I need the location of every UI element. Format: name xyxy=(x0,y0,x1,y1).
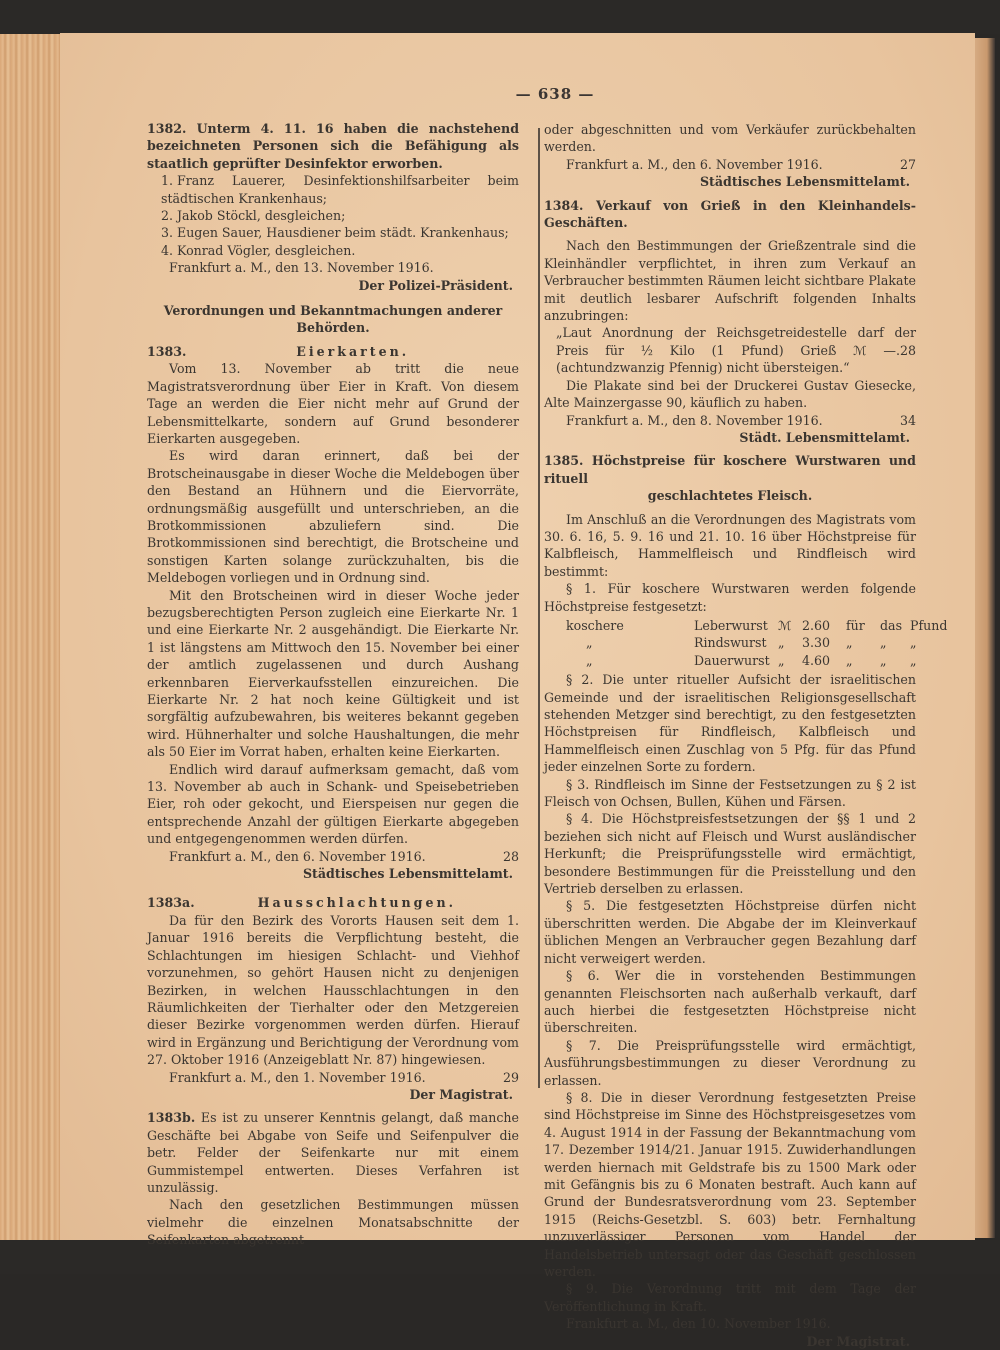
page-number: — 638 — xyxy=(515,85,595,103)
notice-number: 1383b. xyxy=(147,1110,196,1126)
signature: Der Magistrat. xyxy=(409,1086,513,1102)
book-page-edges xyxy=(0,34,62,1242)
price-value: 3.30 xyxy=(802,635,831,651)
price-table xyxy=(544,617,948,669)
paragraph-6: § 6. Wer die in vorstehenden Bestimmungen genannten Fleischsorten nach außerhalb verkauft, darf auch hierbei die festgesetzten Höchstpreise nicht überschreiten. xyxy=(544,968,916,1036)
paragraph-1: § 1. Für koschere Wurstwaren werden folgende Höchstpreise festgesetzt: xyxy=(544,581,916,614)
notice-title: Eierkarten. xyxy=(296,343,410,359)
section-heading: Verordnungen und Bekanntmachungen anderer Behörden. xyxy=(163,303,503,336)
notice-number: 1384. xyxy=(544,197,584,213)
date-line: Frankfurt a. M., den 8. November 1916. 34 xyxy=(566,412,916,428)
price-item: Rindswurst xyxy=(694,635,767,651)
reference-number: 27 xyxy=(899,156,916,172)
reference-number: 29 xyxy=(502,1069,519,1085)
notice-title: Hausschlachtungen. xyxy=(257,895,457,911)
reference-number: 28 xyxy=(502,848,519,864)
notice-1383a xyxy=(147,894,519,1103)
quoted-notice: „Laut Anordnung der Reichsgetreidestelle darf der Preis für ½ Kilo (1 Pfund) Grieß ℳ —.28 (achtundzwanzig Pfennig) nicht übersteigen.“ xyxy=(556,325,916,376)
price-item: Dauerwurst xyxy=(694,652,770,668)
notice-number: 1383. xyxy=(147,343,187,359)
price-row: „ Rindswurst „ 3.30 „ „ „ xyxy=(586,635,917,651)
signature: Der Polizei-Präsident. xyxy=(358,277,513,293)
notice-number: 1382. xyxy=(147,121,187,136)
paragraph-4: § 4. Die Höchstpreisfestsetzungen der §§ 1 und 2 beziehen sich nicht auf Fleisch und Wurst ausländischer Herkunft; die Preisprüfungsstelle wird ermächtigt, besondere Bestimmungen für die Preisstellung und den Vertrieb derselben zu erlassen. xyxy=(544,811,916,897)
notice-number: 1383a. xyxy=(147,895,195,911)
paragraph: Die Plakate sind bei der Druckerei Gustav Giesecke, Alte Mainzergasse 90, käuflich zu haben. xyxy=(544,377,916,411)
price-item: Leberwurst xyxy=(694,617,768,633)
date-line: Frankfurt a. M., den 10. November 1916. xyxy=(566,1316,831,1332)
paragraph: Nach den gesetzlichen Bestimmungen müssen vielmehr die einzelnen Monatsabschnitte der Seifenkarten abgetrennt xyxy=(147,1197,519,1248)
notice-1383b-continued xyxy=(544,121,916,191)
paragraph-3: § 3. Rindfleisch im Sinne der Festsetzungen zu § 2 ist Fleisch von Ochsen, Bullen, Kühen und Färsen. xyxy=(544,776,916,810)
notice-1382 xyxy=(147,120,519,294)
date-line: Frankfurt a. M., den 13. November 1916. xyxy=(169,260,434,276)
paragraph: Da für den Bezirk des Vororts Hausen seit dem 1. Januar 1916 bereits die Verpflichtung besteht, die Schlachtungen im hiesigen Schlacht- und Viehhof vorzunehmen, so gehört Hausen nicht zu denjenigen Bezirken, in welchen Hausschlachtungen in den Räumlichkeiten der Tierhalter oder den Metzgereien dieser Bezirke vorgenommen werden dürfen. Hierauf wird in Ergänzung und Berichtigung der Verordnung vom 27. Oktober 1916 (Anzeigeblatt Nr. 87) hingewiesen. xyxy=(147,912,519,1068)
paragraph: Mit den Brotscheinen wird in dieser Woche jeder bezugsberechtigten Person zugleich eine Eierkarte Nr. 1 und eine Eierkarte Nr. 2 ausgehändigt. Die Eierkarte Nr. 1 ist längstens am Mittwoch den 15. November bei einer der amtlich zugelassenen und durch Aushang erkennbaren Eierverkaufsstellen einzureichen. Die Eierkarte Nr. 2 hat noch keine Gültigkeit und ist sorgfältig aufzubewahren, bis weiteres bekannt gegeben wird. Hühnerhalter und solche Haushaltungen, die mehr als 50 Eier im Vorrat haben, erhalten keine Eierkarten. xyxy=(147,587,519,760)
left-column xyxy=(147,120,519,1249)
paragraph-2: § 2. Die unter ritueller Aufsicht der israelitischen Gemeinde und der israelitischen Religionsgesellschaft stehenden Metzger sind berechtigt, zu den festgesetzten Höchstpreisen für Rindfleisch, Kalbfleisch und Hammelfleisch einen Zuschlag von 5 Pfg. für das Pfund jeder einzelnen Sorte zu fordern. xyxy=(544,672,916,775)
price-row: koschere Leberwurst ℳ 2.60 für das Pfund xyxy=(566,617,948,633)
column-divider xyxy=(538,128,540,1088)
notice-title: Verkauf von Grieß in den Kleinhandels-Geschäften. xyxy=(544,197,917,231)
signature: Städtisches Lebensmittelamt. xyxy=(699,174,910,190)
paragraph: Nach den Bestimmungen der Grießzentrale sind die Kleinhändler verpflichtet, in ihren zum Verkauf an Verbraucher bestimmten Räumen leicht sichtbare Plakate mit deutlich lesbarer Aufschrift folgenden Inhalts anzubringen: xyxy=(544,238,916,324)
reference-number: 34 xyxy=(899,412,916,428)
signature: Städtisches Lebensmittelamt. xyxy=(302,866,513,882)
list-item: 3. Eugen Sauer, Hausdiener beim städt. Krankenhaus; xyxy=(161,225,509,241)
paragraph: Es wird daran erinnert, daß bei der Brotscheinausgabe in dieser Woche die Meldebogen über den Bestand an Hühnern und die Eiervorräte, ordnungsmäßig ausgefüllt und unterschrieben, an die Brotkommissionen abzuliefern sind. Die Brotkommissionen sind berechtigt, die Brotscheine und sonstigen Karten solange zurückzuhalten, bis die Meldebogen vorliegen und in Ordnung sind. xyxy=(147,448,519,586)
notice-1383 xyxy=(147,343,519,883)
date-line: Frankfurt a. M., den 1. November 1916. 29 xyxy=(169,1069,519,1085)
notice-title: Höchstpreise für koschere Wurstwaren und rituell xyxy=(544,453,916,486)
notice-1383b xyxy=(147,1109,519,1248)
notice-title-line2: geschlachtetes Fleisch. xyxy=(647,488,813,504)
notice-1385 xyxy=(544,452,948,1350)
book-right-edge xyxy=(975,38,995,1238)
paragraph-7: § 7. Die Preisprüfungsstelle wird ermächtigt, Ausführungsbestimmungen zu dieser Verordnung zu erlassen. xyxy=(544,1037,916,1088)
date-line: Frankfurt a. M., den 6. November 1916. 27 xyxy=(566,156,916,172)
list-item: 4. Konrad Vögler, desgleichen. xyxy=(161,242,356,258)
right-column xyxy=(544,121,948,1350)
list-item: 2. Jakob Stöckl, desgleichen; xyxy=(161,208,346,224)
price-value: 2.60 xyxy=(802,617,831,633)
notice-intro: Unterm 4. 11. 16 haben die nachstehend bezeichneten Personen sich die Befähigung als staatlich geprüfter Desinfektor erworben. xyxy=(147,121,519,171)
date-line: Frankfurt a. M., den 6. November 1916. 28 xyxy=(169,848,519,864)
scan-background-top xyxy=(0,0,1000,34)
paragraph: Vom 13. November ab tritt die neue Magistratsverordnung über Eier in Kraft. Von diesem Tage an werden die Eier nicht mehr auf Grund der Lebensmittelkarte, sondern auf Grund besonderer Eierkarten ausgegeben. xyxy=(147,361,519,446)
paragraph: Es ist zu unserer Kenntnis gelangt, daß manche Geschäfte bei Abgabe von Seife und Seifenpulver die betr. Felder der Seifenkarte nur mit einem Gummistempel entwerten. Dieses Verfahren ist unzulässig. xyxy=(147,1110,519,1195)
paragraph-9: § 9. Die Verordnung tritt mit dem Tage der Veröffentlichung in Kraft. xyxy=(544,1281,916,1314)
signature: Der Magistrat. xyxy=(806,1333,910,1349)
price-value: 4.60 xyxy=(802,652,831,668)
signature: Städt. Lebensmittelamt. xyxy=(739,429,910,445)
list-item: 1. Franz Lauerer, Desinfektionshilfsarbeiter beim städtischen Krankenhaus; xyxy=(161,173,519,206)
paragraph: oder abgeschnitten und vom Verkäufer zurückbehalten werden. xyxy=(544,122,916,155)
paragraph-8: § 8. Die in dieser Verordnung festgesetzten Preise sind Höchstpreise im Sinne des Höchstpreisgesetzes vom 4. August 1914 in der Fassung der Bekanntmachung vom 17. Dezember 1914/21. Januar 1915. Zuwiderhandlungen werden hiernach mit Geldstrafe bis zu 1500 Mark oder mit Gefängnis bis zu 6 Monaten bestraft. Auch kann auf Grund der Bundesratsverordnung vom 23. September 1915 (Reichs-Gesetzbl. S. 603) betr. Fernhaltung unzuverlässiger Personen vom Handel der Handelsbetrieb untersagt oder das Geschäft geschlossen werden. xyxy=(544,1089,916,1279)
notice-number: 1385. xyxy=(544,453,584,469)
notice-1384 xyxy=(544,197,916,447)
price-row: „ Dauerwurst „ 4.60 „ „ „ xyxy=(586,652,917,668)
paragraph-5: § 5. Die festgesetzten Höchstpreise dürfen nicht überschritten werden. Die Abgabe der im Kleinverkauf üblichen Mengen an Verbraucher gegen Bezahlung darf nicht verweigert werden. xyxy=(544,898,916,966)
paragraph: Endlich wird darauf aufmerksam gemacht, daß vom 13. November ab auch in Schank- und Speisebetrieben Eier, roh oder gekocht, und Eierspeisen nur gegen die entsprechende Anzahl der gültigen Eierkarte abgegeben und entgegengenommen werden dürfen. xyxy=(147,761,519,847)
paragraph: Im Anschluß an die Verordnungen des Magistrats vom 30. 6. 16, 5. 9. 16 und 21. 10. 16 über Höchstpreise für Kalbfleisch, Hammelfleisch und Rindfleisch wird bestimmt: xyxy=(544,511,916,579)
